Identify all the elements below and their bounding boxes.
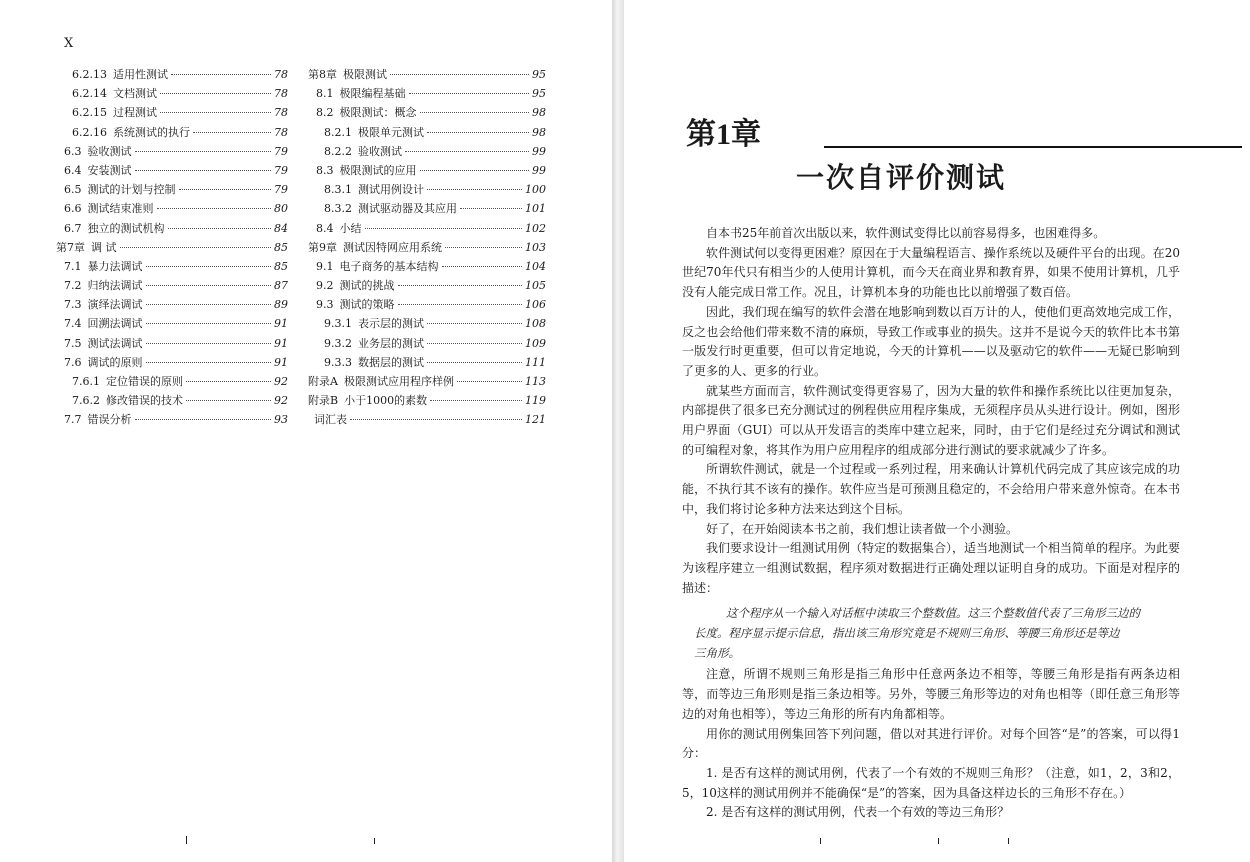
toc-entry-page: 87 — [274, 279, 288, 293]
toc-entry — [56, 181, 288, 200]
toc-entry-title: 小于1000的素数 — [344, 394, 428, 408]
toc-entry-page: 85 — [274, 240, 288, 254]
toc-dot-leader — [146, 343, 272, 344]
toc-dot-leader — [420, 170, 530, 171]
toc-entry — [308, 143, 546, 162]
toc-entry-number: 6.7 — [64, 221, 82, 235]
toc-entry-title: 测试法调试 — [87, 336, 143, 350]
toc-dot-leader — [460, 208, 522, 209]
toc-entry-number: 7.4 — [64, 317, 82, 331]
toc-entry-number: 6.6 — [64, 202, 82, 216]
toc-entry — [308, 66, 546, 85]
toc-entry-number: 7.6.1 — [72, 375, 100, 388]
toc-entry-page: 113 — [525, 375, 546, 388]
toc-dot-leader — [171, 74, 271, 75]
toc-entry — [308, 392, 546, 411]
toc-entry-number: 9.2 — [316, 279, 334, 293]
toc-entry-page: 92 — [274, 375, 288, 388]
toc-entry — [308, 220, 546, 239]
toc-entry — [56, 373, 288, 392]
toc-entry — [308, 85, 546, 104]
toc-entry-number: 9.1 — [316, 259, 334, 273]
toc-dot-leader — [186, 400, 271, 401]
toc-entry-page: 79 — [274, 163, 288, 177]
toc-column-2 — [308, 66, 546, 431]
toc-column-1 — [56, 66, 288, 431]
toc-entry — [56, 104, 288, 123]
toc-dot-leader — [427, 362, 522, 363]
toc-entry — [56, 315, 288, 334]
toc-dot-leader — [146, 323, 272, 324]
toc-entry-page: 98 — [532, 106, 546, 120]
toc-entry — [56, 296, 288, 315]
toc-entry-number: 6.2.14 — [72, 87, 107, 101]
toc-entry-title: 业务层的测试 — [358, 336, 424, 350]
toc-dot-leader — [405, 151, 529, 152]
toc-entry-number: 第9章 — [308, 240, 337, 254]
toc-dot-leader — [398, 304, 523, 305]
toc-entry-title: 极限测试：概念 — [339, 106, 417, 120]
toc-entry-title: 文档测试 — [113, 87, 157, 101]
chapter-rule — [824, 146, 1242, 148]
toc-entry — [308, 277, 546, 296]
toc-entry-title: 测试因特网应用系统 — [343, 240, 442, 254]
toc-dot-leader — [168, 228, 272, 229]
toc-entry-title: 测试的挑战 — [339, 279, 395, 293]
toc-entry-number: 附录B — [308, 394, 339, 408]
paragraph: 自本书25年前首次出版以来，软件测试变得比以前容易得多，也困难得多。 — [706, 226, 1106, 240]
toc-entry — [308, 315, 546, 334]
toc-entry-page: 101 — [525, 202, 546, 216]
toc-entry-number: 8.3.2 — [324, 202, 352, 216]
toc-entry-number: 6.2.16 — [72, 125, 107, 139]
toc-entry-number: 8.2.2 — [324, 144, 352, 158]
toc-entry-title: 安装测试 — [87, 163, 132, 177]
right-page — [624, 0, 1250, 862]
toc-entry-title: 错误分析 — [87, 413, 132, 427]
toc-entry — [308, 124, 546, 143]
quote-line: 长度。程序显示提示信息，指出该三角形究竟是不规则三角形、等腰三角形还是等边 — [694, 626, 1120, 641]
toc-dot-leader — [146, 266, 272, 267]
paragraph: 1. 是否有这样的测试用例，代表了一个有效的不规则三角形？（注意，如1，2，3和2，5，10这样的测试用例并不能确保“是”的答案，因为具备这样边长的三角形不存在。） — [682, 765, 1180, 800]
toc-entry — [56, 335, 288, 354]
toc-entry-page: 99 — [532, 163, 546, 177]
toc-entry-number: 6.3 — [64, 144, 82, 158]
toc-dot-leader — [160, 112, 271, 113]
print-mark — [1008, 838, 1009, 844]
toc-entry-title: 极限单元测试 — [358, 125, 424, 139]
toc-entry-number: 第8章 — [308, 68, 337, 81]
toc-entry — [308, 162, 546, 181]
paragraph: 所谓软件测试，就是一个过程或一系列过程，用来确认计算机代码完成了其应该完成的功能，不执行其不该有的操作。软件应当是可预测且稳定的，不会给用户带来意外惊奇。在本书中，我们将讨论多种方法来达到这个目标。 — [682, 462, 1180, 516]
toc-entry-title: 归纳法调试 — [87, 279, 143, 293]
program-description-quote — [682, 604, 1180, 663]
toc-entry-page: 105 — [525, 279, 546, 293]
chapter-title: 一次自评价测试 — [796, 161, 1007, 194]
toc-entry-page: 79 — [274, 144, 288, 158]
paragraph: 就某些方面而言，软件测试变得更容易了，因为大量的软件和操作系统比以往更加复杂，内部提供了很多已充分测试过的例程供应用程序集成，无须程序员从头进行设计。例如，图形用户界面（GUI）可以从开发语言的类库中建立起来，同时，由于它们是经过充分调试和测试的可编程对象，将其作为用户应用程序的组成部分进行测试的要求就减少了许多。 — [682, 383, 1180, 457]
page-number: X — [64, 36, 74, 51]
toc-entry — [56, 277, 288, 296]
toc-entry — [56, 66, 288, 85]
toc-dot-leader — [427, 189, 522, 190]
toc-dot-leader — [146, 285, 272, 286]
toc-entry — [308, 296, 546, 315]
toc-entry-title: 极限编程基础 — [339, 87, 406, 101]
toc-dot-leader — [427, 323, 522, 324]
toc-entry-title: 测试用例设计 — [358, 183, 424, 197]
toc-entry-number: 8.3.1 — [324, 183, 352, 197]
toc-entry-title: 极限测试 — [343, 68, 387, 81]
toc-dot-leader — [157, 208, 272, 209]
toc-entry-page: 106 — [525, 298, 546, 312]
toc-entry — [56, 162, 288, 181]
toc-entry-number: 7.6 — [64, 355, 82, 369]
print-mark — [186, 836, 187, 844]
toc-entry-title: 定位错误的原则 — [106, 375, 183, 388]
toc-entry-page: 80 — [274, 202, 288, 216]
toc-entry-page: 84 — [274, 221, 288, 235]
toc-entry-number: 7.3 — [64, 298, 82, 312]
toc-entry-number: 8.4 — [316, 221, 334, 235]
toc-entry — [56, 143, 288, 162]
toc-entry-number: 9.3.1 — [324, 317, 352, 331]
toc-entry-page: 89 — [274, 298, 288, 312]
toc-entry-title: 极限测试应用程序样例 — [343, 375, 454, 388]
toc-entry-title: 过程测试 — [113, 106, 157, 120]
toc-entry-number: 附录A — [308, 375, 338, 388]
toc-entry-title: 验收测试 — [358, 144, 402, 158]
toc-entry-title: 测试的策略 — [339, 298, 395, 312]
toc-entry-title: 验收测试 — [87, 144, 132, 158]
toc-entry — [308, 200, 546, 219]
toc-entry-page: 95 — [532, 68, 546, 81]
toc-entry — [308, 181, 546, 200]
toc-entry-title: 演绎法调试 — [87, 298, 143, 312]
toc-entry-title: 调试的原则 — [87, 355, 143, 369]
toc-entry-number: 6.4 — [64, 163, 82, 177]
toc-entry-page: 91 — [274, 336, 288, 350]
paragraph: 因此，我们现在编写的软件会潜在地影响到数以百万计的人，使他们更高效地完成工作，反之也会给他们带来数不清的麻烦，导致工作或事业的损失。这并不是说今天的软件比本书第一版发行时更重要，但可以肯定地说，今天的计算机——以及驱动它的软件——无疑已影响到了更多的人、更多的行业。 — [682, 304, 1180, 378]
toc-entry-page: 109 — [525, 336, 546, 350]
chapter-number: 第1章 — [686, 118, 761, 151]
toc-entry-number: 6.5 — [64, 183, 82, 197]
toc-entry-page: 121 — [525, 413, 546, 427]
toc-dot-leader — [427, 343, 522, 344]
toc-entry-page: 108 — [525, 317, 546, 331]
toc-entry-number: 第7章 — [56, 240, 85, 254]
toc-entry-number: 7.6.2 — [72, 394, 100, 408]
toc-entry-title: 数据层的测试 — [358, 355, 424, 369]
book-gutter — [612, 0, 624, 862]
toc-entry-title: 系统测试的执行 — [113, 125, 190, 139]
toc-dot-leader — [146, 304, 272, 305]
toc-dot-leader — [430, 400, 522, 401]
toc-entry-page: 99 — [532, 144, 546, 158]
toc-dot-leader — [445, 247, 522, 248]
toc-entry — [308, 104, 546, 123]
toc-entry — [56, 85, 288, 104]
paragraph: 2. 是否有这样的测试用例，代表一个有效的等边三角形？ — [706, 805, 1010, 820]
toc-dot-leader — [146, 362, 272, 363]
toc-entry-title: 极限测试的应用 — [339, 163, 417, 177]
toc-dot-leader — [135, 419, 272, 420]
quote-line: 这个程序从一个输入对话框中读取三个整数值。这三个整数值代表了三角形三边的 — [726, 606, 1140, 621]
toc-entry-number: 8.2.1 — [324, 125, 352, 139]
toc-entry — [308, 373, 546, 392]
toc-entry — [308, 411, 546, 430]
toc-entry — [56, 239, 288, 258]
toc-entry-title: 测试的计划与控制 — [87, 183, 176, 197]
toc-entry-number: 7.2 — [64, 279, 82, 293]
toc-entry — [56, 124, 288, 143]
toc-entry-page: 95 — [532, 87, 546, 101]
toc-entry-number: 9.3 — [316, 298, 334, 312]
print-mark — [938, 838, 939, 844]
toc-dot-leader — [350, 419, 522, 420]
toc-entry-number: 7.7 — [64, 413, 82, 427]
toc-entry-page: 85 — [274, 259, 288, 273]
toc-dot-leader — [160, 93, 271, 94]
toc-entry-page: 103 — [525, 240, 546, 254]
paragraph: 软件测试何以变得更困难？原因在于大量编程语言、操作系统以及硬件平台的出现。在20世纪70年代只有相当少的人使用计算机，而今天在商业界和教育界，如果不使用计算机，几乎没有人能完成日常工作。况且，计算机本身的功能也比以前增强了数百倍。 — [682, 245, 1180, 300]
toc-entry-title: 回溯法调试 — [87, 317, 143, 331]
toc-entry-title: 测试结束准则 — [87, 202, 154, 216]
toc-entry — [56, 200, 288, 219]
toc-entry-title: 暴力法调试 — [87, 259, 143, 273]
toc-dot-leader — [457, 381, 522, 382]
print-mark — [820, 838, 821, 844]
toc-entry-number: 8.1 — [316, 87, 334, 101]
toc-entry-number: 9.3.3 — [324, 355, 352, 369]
quote-line: 三角形。 — [694, 645, 740, 660]
print-mark — [374, 838, 375, 844]
toc-entry-page: 78 — [274, 125, 288, 139]
toc-entry-title: 测试驱动器及其应用 — [358, 202, 457, 216]
toc-entry-number: 6.2.13 — [72, 68, 107, 81]
toc-entry-title: 修改错误的技术 — [106, 394, 183, 408]
toc-entry-page: 78 — [274, 106, 288, 120]
toc-dot-leader — [365, 228, 523, 229]
toc-dot-leader — [427, 132, 529, 133]
toc-entry-title: 调 试 — [91, 240, 117, 254]
toc-entry-number: 6.2.15 — [72, 106, 107, 120]
toc-entry-page: 92 — [274, 394, 288, 408]
toc-dot-leader — [135, 151, 272, 152]
toc-dot-leader — [420, 112, 530, 113]
toc-entry-page: 91 — [274, 355, 288, 369]
toc-dot-leader — [135, 170, 272, 171]
toc-entry-page: 78 — [274, 87, 288, 101]
toc-entry-title: 适用性测试 — [113, 68, 168, 81]
toc-dot-leader — [120, 247, 272, 248]
toc-entry-title: 小结 — [339, 221, 362, 235]
paragraph: 注意，所谓不规则三角形是指三角形中任意两条边不相等，等腰三角形是指有两条边相等，而等边三角形则是指三条边相等。另外，等腰三角形等边的对角也相等（即任意三角形等边的对角也相等），等边三角形的所有内角都相等。 — [682, 667, 1180, 721]
toc-entry-page: 111 — [525, 355, 546, 369]
toc-entry-page: 93 — [274, 413, 288, 427]
toc-dot-leader — [179, 189, 272, 190]
toc-entry-number: 7.1 — [64, 259, 82, 273]
toc-entry — [308, 335, 546, 354]
toc-dot-leader — [409, 93, 530, 94]
toc-entry-page: 79 — [274, 183, 288, 197]
chapter-header — [686, 118, 1182, 194]
left-page — [0, 0, 612, 862]
toc-dot-leader — [398, 285, 523, 286]
toc-entry-page: 104 — [525, 259, 546, 273]
toc-entry-title: 电子商务的基本结构 — [339, 259, 439, 273]
toc-entry-page: 102 — [525, 221, 546, 235]
toc-entry — [308, 258, 546, 277]
toc-entry-page: 100 — [525, 183, 546, 197]
body-text — [682, 224, 1180, 823]
toc-entry-page: 78 — [274, 68, 288, 81]
paragraph: 我们要求设计一组测试用例（特定的数据集合），适当地测试一个相当简单的程序。为此要为该程序建立一组测试数据，程序须对数据进行正确处理以证明自身的成功。下面是对程序的描述： — [682, 541, 1181, 595]
paragraph: 用你的测试用例集回答下列问题，借以对其进行评价。对每个回答“是”的答案，可以得1分： — [682, 726, 1180, 761]
toc-entry-title: 独立的测试机构 — [87, 221, 165, 235]
toc-entry — [56, 258, 288, 277]
toc-entry-page: 119 — [525, 394, 546, 408]
toc-entry-number: 9.3.2 — [324, 336, 352, 350]
toc-entry-page: 98 — [532, 125, 546, 139]
toc-entry — [56, 354, 288, 373]
toc-entry-number: 8.2 — [316, 106, 334, 120]
toc-dot-leader — [390, 74, 529, 75]
toc-entry — [56, 411, 288, 430]
paragraph: 好了，在开始阅读本书之前，我们想让读者做一个小测验。 — [706, 521, 1019, 536]
toc-entry — [56, 220, 288, 239]
toc-dot-leader — [193, 132, 271, 133]
toc-entry-number: 7.5 — [64, 336, 82, 350]
toc-entry-title: 词汇表 — [314, 413, 347, 427]
toc-entry-number: 8.3 — [316, 163, 334, 177]
toc-dot-leader — [186, 381, 271, 382]
toc-entry-page: 91 — [274, 317, 288, 331]
toc-entry — [56, 392, 288, 411]
toc-entry-title: 表示层的测试 — [358, 317, 424, 331]
toc-dot-leader — [442, 266, 523, 267]
toc-entry — [308, 239, 546, 258]
toc-entry — [308, 354, 546, 373]
